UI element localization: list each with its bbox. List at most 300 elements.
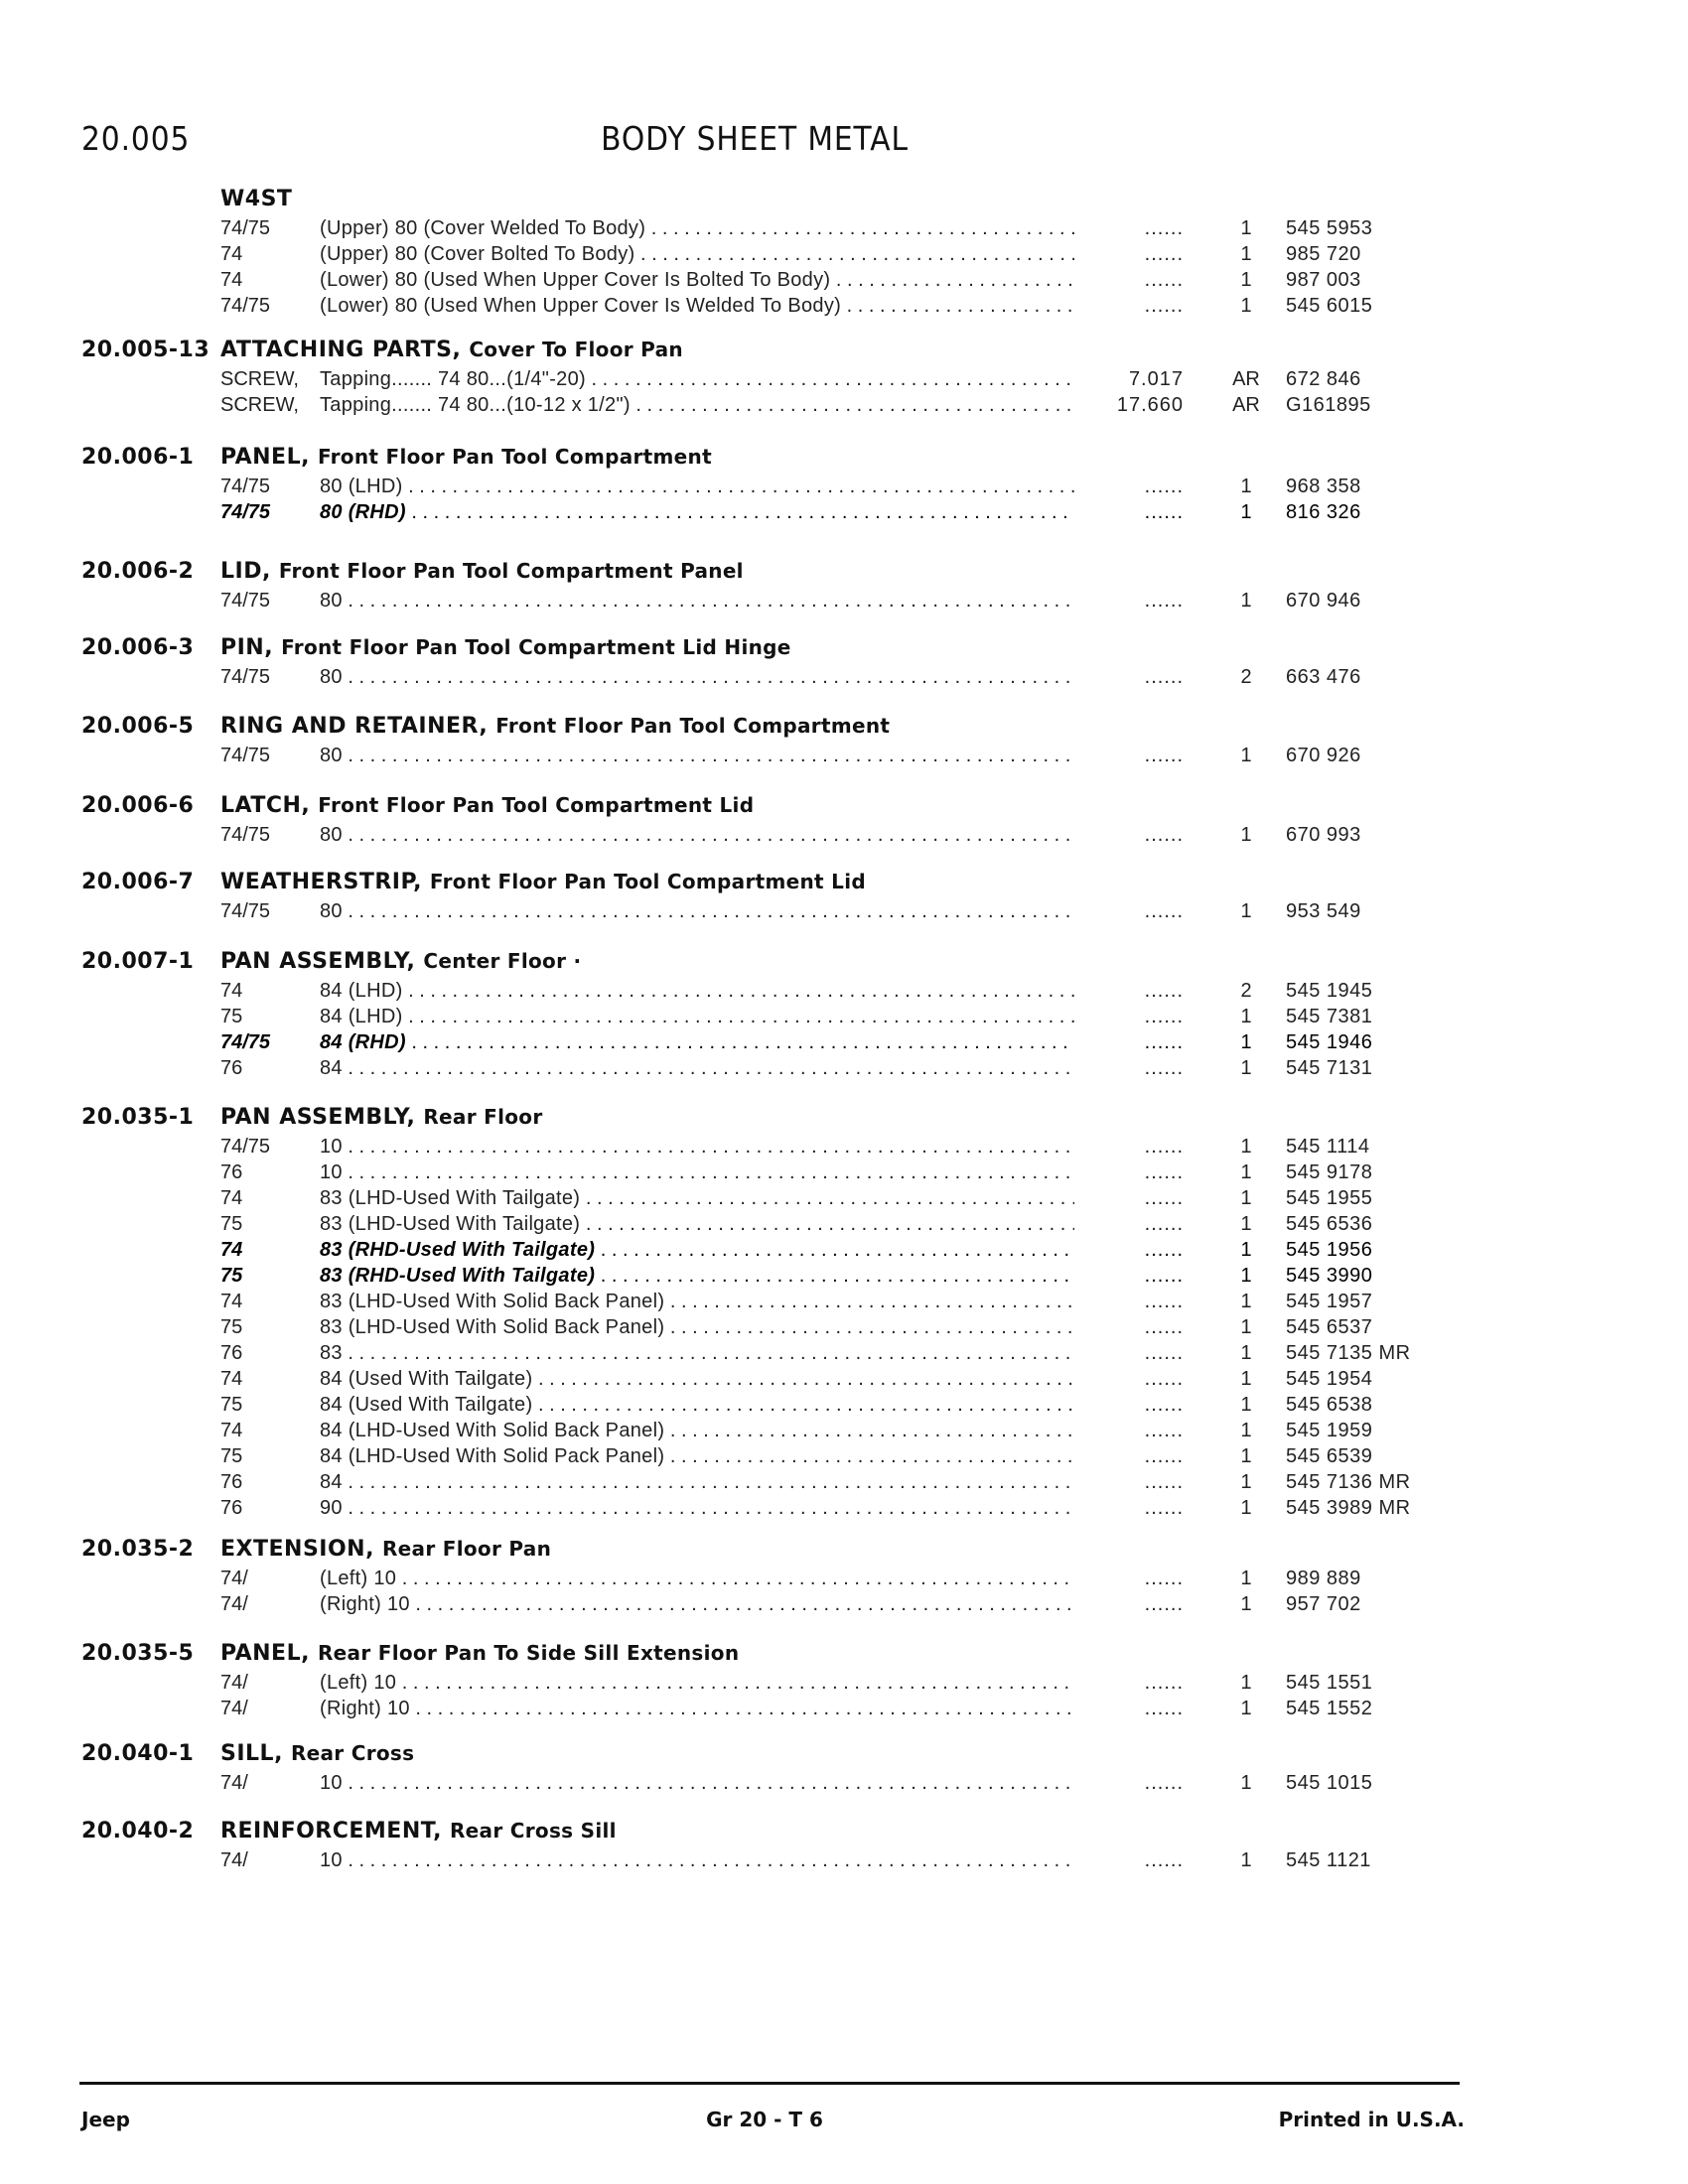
section-name: PAN ASSEMBLY, (220, 1105, 416, 1130)
section-number: 20.006-2 (81, 559, 195, 584)
row-description: 83 (LHD-Used With Tailgate) . . . (320, 1187, 1074, 1210)
table-row (0, 1849, 1688, 1875)
section-description: Rear Floor (423, 1105, 543, 1129)
row-description: 80 . . . (320, 666, 1074, 689)
row-part-number: 545 3989 MR (1286, 1497, 1411, 1519)
row-part-number: 545 1114 (1286, 1136, 1370, 1158)
row-part-number: 968 358 (1286, 476, 1361, 497)
row-reference: ...... (1144, 295, 1184, 317)
table-row (0, 1772, 1688, 1798)
row-reference: ...... (1144, 1291, 1184, 1312)
row-quantity: 1 (1240, 1057, 1252, 1079)
section-heading (220, 870, 866, 894)
row-quantity: 1 (1240, 1394, 1252, 1416)
row-description: 83 . . . (320, 1342, 1074, 1365)
row-quantity: 1 (1240, 243, 1252, 265)
row-description: 83 (LHD-Used With Tailgate) . . . (320, 1213, 1074, 1236)
table-row (0, 980, 1688, 1006)
row-quantity: 1 (1240, 1593, 1252, 1615)
row-year: 74/75 (220, 745, 271, 766)
row-reference: ...... (1144, 1239, 1184, 1261)
row-reference: ...... (1144, 590, 1184, 612)
section-heading (220, 1537, 551, 1562)
row-part-number: 663 476 (1286, 666, 1361, 688)
row-quantity: 1 (1240, 1265, 1252, 1287)
section-description: Front Floor Pan Tool Compartment Panel (278, 559, 744, 583)
row-description: 80 . . . (320, 590, 1074, 613)
footer-divider (79, 2082, 1460, 2085)
row-description: 10 . . . (320, 1849, 1074, 1872)
row-reference: ...... (1144, 1031, 1184, 1053)
table-row (0, 1368, 1688, 1394)
row-part-number: 545 1956 (1286, 1239, 1373, 1261)
row-reference: ...... (1144, 217, 1184, 239)
section-name: EXTENSION, (220, 1537, 374, 1562)
row-reference: ...... (1144, 1445, 1184, 1467)
row-reference: ...... (1144, 1057, 1184, 1079)
row-quantity: 1 (1240, 1136, 1252, 1158)
row-part-number: G161895 (1286, 394, 1371, 416)
section-rows (0, 1772, 1688, 1798)
row-year: 74/ (220, 1568, 248, 1589)
row-quantity: 1 (1240, 1698, 1252, 1719)
row-quantity: 2 (1240, 980, 1252, 1002)
section-heading (220, 1105, 543, 1130)
table-row (0, 1291, 1688, 1316)
row-quantity: 1 (1240, 1342, 1252, 1364)
section-name: RING AND RETAINER, (220, 714, 489, 739)
row-quantity: 1 (1240, 1161, 1252, 1183)
row-description: Tapping....... 74 80...(10-12 x 1/2") . . . (320, 394, 1074, 417)
section-heading (220, 445, 712, 470)
section-heading (220, 559, 744, 584)
row-reference: ...... (1144, 243, 1184, 265)
row-reference: 17.660 (1116, 394, 1184, 416)
row-description: Tapping....... 74 80...(1/4"-20) . . . (320, 368, 1074, 391)
row-part-number: 545 1945 (1286, 980, 1373, 1002)
row-part-number: 545 1957 (1286, 1291, 1373, 1312)
section-name: ATTACHING PARTS, (220, 338, 462, 362)
row-part-number: 989 889 (1286, 1568, 1361, 1589)
row-reference: 7.017 (1128, 368, 1184, 390)
row-description: (Left) 10 . . . (320, 1672, 1074, 1695)
section-number: 20.006-3 (81, 635, 195, 660)
table-row (0, 745, 1688, 770)
row-reference: ...... (1144, 1136, 1184, 1158)
row-quantity: 1 (1240, 590, 1252, 612)
row-year: 75 (220, 1316, 243, 1338)
row-year: 74 (220, 1239, 243, 1261)
table-row (0, 1265, 1688, 1291)
table-row (0, 1057, 1688, 1083)
row-quantity: 1 (1240, 745, 1252, 766)
row-description: 83 (RHD-Used With Tailgate) . . . (320, 1265, 1074, 1288)
section-rows (0, 900, 1688, 926)
row-part-number: 545 3990 (1286, 1265, 1373, 1287)
table-row (0, 1316, 1688, 1342)
row-part-number: 987 003 (1286, 269, 1361, 291)
section-description: Front Floor Pan Tool Compartment (317, 445, 712, 469)
row-year: 74/ (220, 1672, 248, 1694)
row-description: (Upper) 80 (Cover Bolted To Body) . . . (320, 243, 1074, 266)
row-part-number: 545 1955 (1286, 1187, 1373, 1209)
section-name: PANEL, (220, 1641, 310, 1666)
row-year: 74 (220, 1291, 243, 1312)
section-name: LID, (220, 559, 271, 584)
row-part-number: 545 7135 MR (1286, 1342, 1411, 1364)
section-number: 20.005-13 (81, 338, 211, 362)
table-row (0, 476, 1688, 501)
table-row (0, 1497, 1688, 1523)
section-rows (0, 476, 1688, 527)
row-part-number: 545 6537 (1286, 1316, 1373, 1338)
row-part-number: 672 846 (1286, 368, 1361, 390)
section-number: 20.035-1 (81, 1105, 195, 1130)
row-description: 84 (LHD) . . . (320, 1006, 1074, 1028)
table-row (0, 1161, 1688, 1187)
row-reference: ...... (1144, 1471, 1184, 1493)
table-row (0, 295, 1688, 321)
row-year: 74/75 (220, 590, 271, 612)
row-description: 84 (Used With Tailgate) . . . (320, 1394, 1074, 1417)
table-row (0, 1698, 1688, 1723)
section-number: 20.040-2 (81, 1819, 195, 1843)
row-quantity: 1 (1240, 295, 1252, 317)
table-row (0, 1239, 1688, 1265)
section-heading (220, 793, 754, 818)
table-row (0, 501, 1688, 527)
section-description: Front Floor Pan Tool Compartment Lid Hinge (281, 635, 791, 659)
row-reference: ...... (1144, 1772, 1184, 1794)
section-heading (220, 187, 300, 211)
row-description: 84 (LHD-Used With Solid Pack Panel) . . . (320, 1445, 1074, 1468)
table-row (0, 1213, 1688, 1239)
table-row (0, 1006, 1688, 1031)
section-number: 20.007-1 (81, 949, 195, 974)
section-description: Rear Cross Sill (449, 1819, 617, 1843)
section-heading (220, 1819, 617, 1843)
table-row (0, 1445, 1688, 1471)
table-row (0, 1187, 1688, 1213)
row-year: 76 (220, 1471, 243, 1493)
row-quantity: 1 (1240, 1568, 1252, 1589)
row-description: 84 . . . (320, 1471, 1074, 1494)
section-rows (0, 368, 1688, 420)
row-description: 90 . . . (320, 1497, 1074, 1520)
row-reference: ...... (1144, 476, 1184, 497)
row-part-number: 670 946 (1286, 590, 1361, 612)
row-quantity: 1 (1240, 1031, 1252, 1053)
row-year: 76 (220, 1161, 243, 1183)
row-description: (Left) 10 . . . (320, 1568, 1074, 1590)
footer-group-code: Gr 20 - T 6 (706, 2108, 823, 2131)
section-rows (0, 1136, 1688, 1523)
row-year: 74/75 (220, 666, 271, 688)
row-year: 74/75 (220, 217, 271, 239)
table-row (0, 1672, 1688, 1698)
row-quantity: 2 (1240, 666, 1252, 688)
section-name: LATCH, (220, 793, 311, 818)
section-heading (220, 1741, 414, 1766)
row-reference: ...... (1144, 1497, 1184, 1519)
row-year: SCREW, (220, 394, 299, 416)
row-part-number: 545 9178 (1286, 1161, 1373, 1183)
row-year: 75 (220, 1213, 243, 1235)
section-rows (0, 1849, 1688, 1875)
row-year: 75 (220, 1006, 243, 1027)
row-reference: ...... (1144, 501, 1184, 523)
row-year: 76 (220, 1342, 243, 1364)
section-rows (0, 1672, 1688, 1723)
table-row (0, 1420, 1688, 1445)
row-reference: ...... (1144, 824, 1184, 846)
row-quantity: 1 (1240, 269, 1252, 291)
section-heading (220, 1641, 739, 1666)
table-row (0, 1471, 1688, 1497)
row-description: 80 (RHD) . . . (320, 501, 1074, 524)
row-quantity: 1 (1240, 1497, 1252, 1519)
footer-brand: Jeep (81, 2108, 130, 2131)
row-description: (Lower) 80 (Used When Upper Cover Is Welded To Body) . . . (320, 295, 1074, 318)
row-part-number: 545 1954 (1286, 1368, 1373, 1390)
section-description: Rear Floor Pan To Side Sill Extension (317, 1641, 740, 1665)
row-quantity: 1 (1240, 501, 1252, 523)
row-description: (Right) 10 . . . (320, 1698, 1074, 1720)
section-number: 20.006-6 (81, 793, 195, 818)
row-year: 74/ (220, 1698, 248, 1719)
row-quantity: 1 (1240, 217, 1252, 239)
row-description: 84 (LHD-Used With Solid Back Panel) . . . (320, 1420, 1074, 1442)
row-quantity: AR (1232, 368, 1260, 390)
row-reference: ...... (1144, 666, 1184, 688)
row-quantity: 1 (1240, 900, 1252, 922)
row-reference: ...... (1144, 1316, 1184, 1338)
row-reference: ...... (1144, 1213, 1184, 1235)
row-description: 84 (RHD) . . . (320, 1031, 1074, 1054)
table-row (0, 1342, 1688, 1368)
row-year: 74 (220, 1420, 243, 1441)
section-heading (220, 635, 791, 660)
row-part-number: 670 926 (1286, 745, 1361, 766)
table-row (0, 1136, 1688, 1161)
section-description: Center Floor · (423, 949, 582, 973)
row-year: 74/75 (220, 476, 271, 497)
section-rows (0, 980, 1688, 1083)
row-reference: ...... (1144, 980, 1184, 1002)
row-reference: ...... (1144, 1698, 1184, 1719)
row-part-number: 545 1015 (1286, 1772, 1373, 1794)
row-year: 74/75 (220, 1031, 271, 1053)
row-quantity: AR (1232, 394, 1260, 416)
row-description: 80 . . . (320, 824, 1074, 847)
section-heading (220, 714, 890, 739)
row-quantity: 1 (1240, 1445, 1252, 1467)
row-part-number: 545 7381 (1286, 1006, 1373, 1027)
section-name: W4ST (220, 187, 293, 211)
row-description: (Upper) 80 (Cover Welded To Body) . . . (320, 217, 1074, 240)
row-year: 74/75 (220, 1136, 271, 1158)
section-heading (220, 949, 581, 974)
section-name: PANEL, (220, 445, 310, 470)
section-rows (0, 824, 1688, 850)
row-year: 76 (220, 1057, 243, 1079)
row-part-number: 545 1552 (1286, 1698, 1373, 1719)
row-year: 74/ (220, 1849, 248, 1871)
row-year: 74 (220, 243, 243, 265)
section-heading (220, 338, 683, 362)
row-description: 84 (Used With Tailgate) . . . (320, 1368, 1074, 1391)
table-row (0, 217, 1688, 243)
page-title: BODY SHEET METAL (601, 119, 909, 158)
row-quantity: 1 (1240, 1006, 1252, 1027)
row-part-number: 957 702 (1286, 1593, 1361, 1615)
table-row (0, 1031, 1688, 1057)
row-quantity: 1 (1240, 1316, 1252, 1338)
page-number: 20.005 (81, 119, 191, 158)
row-reference: ...... (1144, 1368, 1184, 1390)
row-part-number: 545 6015 (1286, 295, 1373, 317)
row-part-number: 545 1551 (1286, 1672, 1373, 1694)
row-year: 74/75 (220, 824, 271, 846)
row-reference: ...... (1144, 1187, 1184, 1209)
row-description: 80 (LHD) . . . (320, 476, 1074, 498)
section-name: SILL, (220, 1741, 283, 1766)
row-quantity: 1 (1240, 1187, 1252, 1209)
row-quantity: 1 (1240, 1772, 1252, 1794)
row-reference: ...... (1144, 1849, 1184, 1871)
row-year: 74/ (220, 1772, 248, 1794)
row-part-number: 545 5953 (1286, 217, 1373, 239)
row-quantity: 1 (1240, 1291, 1252, 1312)
row-year: 74/75 (220, 295, 271, 317)
row-year: 74 (220, 269, 243, 291)
row-part-number: 545 6536 (1286, 1213, 1373, 1235)
row-reference: ...... (1144, 1394, 1184, 1416)
row-description: (Lower) 80 (Used When Upper Cover Is Bolted To Body) . . . (320, 269, 1074, 292)
section-rows (0, 745, 1688, 770)
row-year: 75 (220, 1265, 243, 1287)
row-quantity: 1 (1240, 1471, 1252, 1493)
table-row (0, 368, 1688, 394)
table-row (0, 394, 1688, 420)
section-rows (0, 666, 1688, 692)
row-description: 10 . . . (320, 1136, 1074, 1159)
table-row (0, 1394, 1688, 1420)
section-description: Front Floor Pan Tool Compartment Lid (429, 870, 866, 893)
table-row (0, 243, 1688, 269)
footer-printed: Printed in U.S.A. (1278, 2108, 1465, 2131)
row-year: 74 (220, 980, 243, 1002)
row-reference: ...... (1144, 1420, 1184, 1441)
row-part-number: 953 549 (1286, 900, 1361, 922)
row-year: 75 (220, 1445, 243, 1467)
row-description: 84 (LHD) . . . (320, 980, 1074, 1003)
row-quantity: 1 (1240, 1420, 1252, 1441)
row-quantity: 1 (1240, 1213, 1252, 1235)
row-reference: ...... (1144, 745, 1184, 766)
section-rows (0, 217, 1688, 321)
section-description: Front Floor Pan Tool Compartment Lid (318, 793, 755, 817)
row-year: 74/75 (220, 900, 271, 922)
row-description: 80 . . . (320, 900, 1074, 923)
row-part-number: 545 1959 (1286, 1420, 1373, 1441)
section-description: Rear Cross (290, 1741, 415, 1765)
section-number: 20.006-5 (81, 714, 195, 739)
section-description: Cover To Floor Pan (469, 338, 683, 361)
section-name: PIN, (220, 635, 274, 660)
table-row (0, 1593, 1688, 1619)
row-year: 74 (220, 1368, 243, 1390)
section-description: Front Floor Pan Tool Compartment (495, 714, 891, 738)
row-quantity: 1 (1240, 476, 1252, 497)
row-description: 83 (RHD-Used With Tailgate) . . . (320, 1239, 1074, 1262)
row-description: 10 . . . (320, 1161, 1074, 1184)
section-number: 20.035-2 (81, 1537, 195, 1562)
section-number: 20.035-5 (81, 1641, 195, 1666)
section-rows (0, 1568, 1688, 1619)
section-number: 20.040-1 (81, 1741, 195, 1766)
row-description: 84 . . . (320, 1057, 1074, 1080)
row-description: 83 (LHD-Used With Solid Back Panel) . . . (320, 1291, 1074, 1313)
row-part-number: 670 993 (1286, 824, 1361, 846)
row-year: SCREW, (220, 368, 299, 390)
section-name: REINFORCEMENT, (220, 1819, 442, 1843)
table-row (0, 269, 1688, 295)
row-year: 75 (220, 1394, 243, 1416)
section-name: WEATHERSTRIP, (220, 870, 422, 894)
row-quantity: 1 (1240, 1672, 1252, 1694)
row-quantity: 1 (1240, 824, 1252, 846)
row-quantity: 1 (1240, 1239, 1252, 1261)
row-reference: ...... (1144, 900, 1184, 922)
section-number: 20.006-7 (81, 870, 195, 894)
row-description: (Right) 10 . . . (320, 1593, 1074, 1616)
row-reference: ...... (1144, 1593, 1184, 1615)
table-row (0, 900, 1688, 926)
row-reference: ...... (1144, 1265, 1184, 1287)
row-reference: ...... (1144, 1342, 1184, 1364)
row-reference: ...... (1144, 1006, 1184, 1027)
row-year: 74 (220, 1187, 243, 1209)
row-part-number: 545 1121 (1286, 1849, 1371, 1871)
row-part-number: 545 7136 MR (1286, 1471, 1411, 1493)
row-part-number: 545 6538 (1286, 1394, 1373, 1416)
row-part-number: 545 1946 (1286, 1031, 1373, 1053)
row-description: 83 (LHD-Used With Solid Back Panel) . . . (320, 1316, 1074, 1339)
row-part-number: 545 6539 (1286, 1445, 1373, 1467)
row-reference: ...... (1144, 1161, 1184, 1183)
table-row (0, 1568, 1688, 1593)
section-name: PAN ASSEMBLY, (220, 949, 416, 974)
row-description: 10 . . . (320, 1772, 1074, 1795)
section-description: Rear Floor Pan (381, 1537, 552, 1561)
row-part-number: 545 7131 (1286, 1057, 1373, 1079)
row-reference: ...... (1144, 1568, 1184, 1589)
row-part-number: 985 720 (1286, 243, 1361, 265)
row-part-number: 816 326 (1286, 501, 1361, 523)
row-description: 80 . . . (320, 745, 1074, 767)
section-rows (0, 590, 1688, 615)
row-reference: ...... (1144, 1672, 1184, 1694)
table-row (0, 824, 1688, 850)
row-year: 76 (220, 1497, 243, 1519)
row-quantity: 1 (1240, 1849, 1252, 1871)
row-reference: ...... (1144, 269, 1184, 291)
row-quantity: 1 (1240, 1368, 1252, 1390)
row-year: 74/ (220, 1593, 248, 1615)
section-number: 20.006-1 (81, 445, 195, 470)
table-row (0, 590, 1688, 615)
